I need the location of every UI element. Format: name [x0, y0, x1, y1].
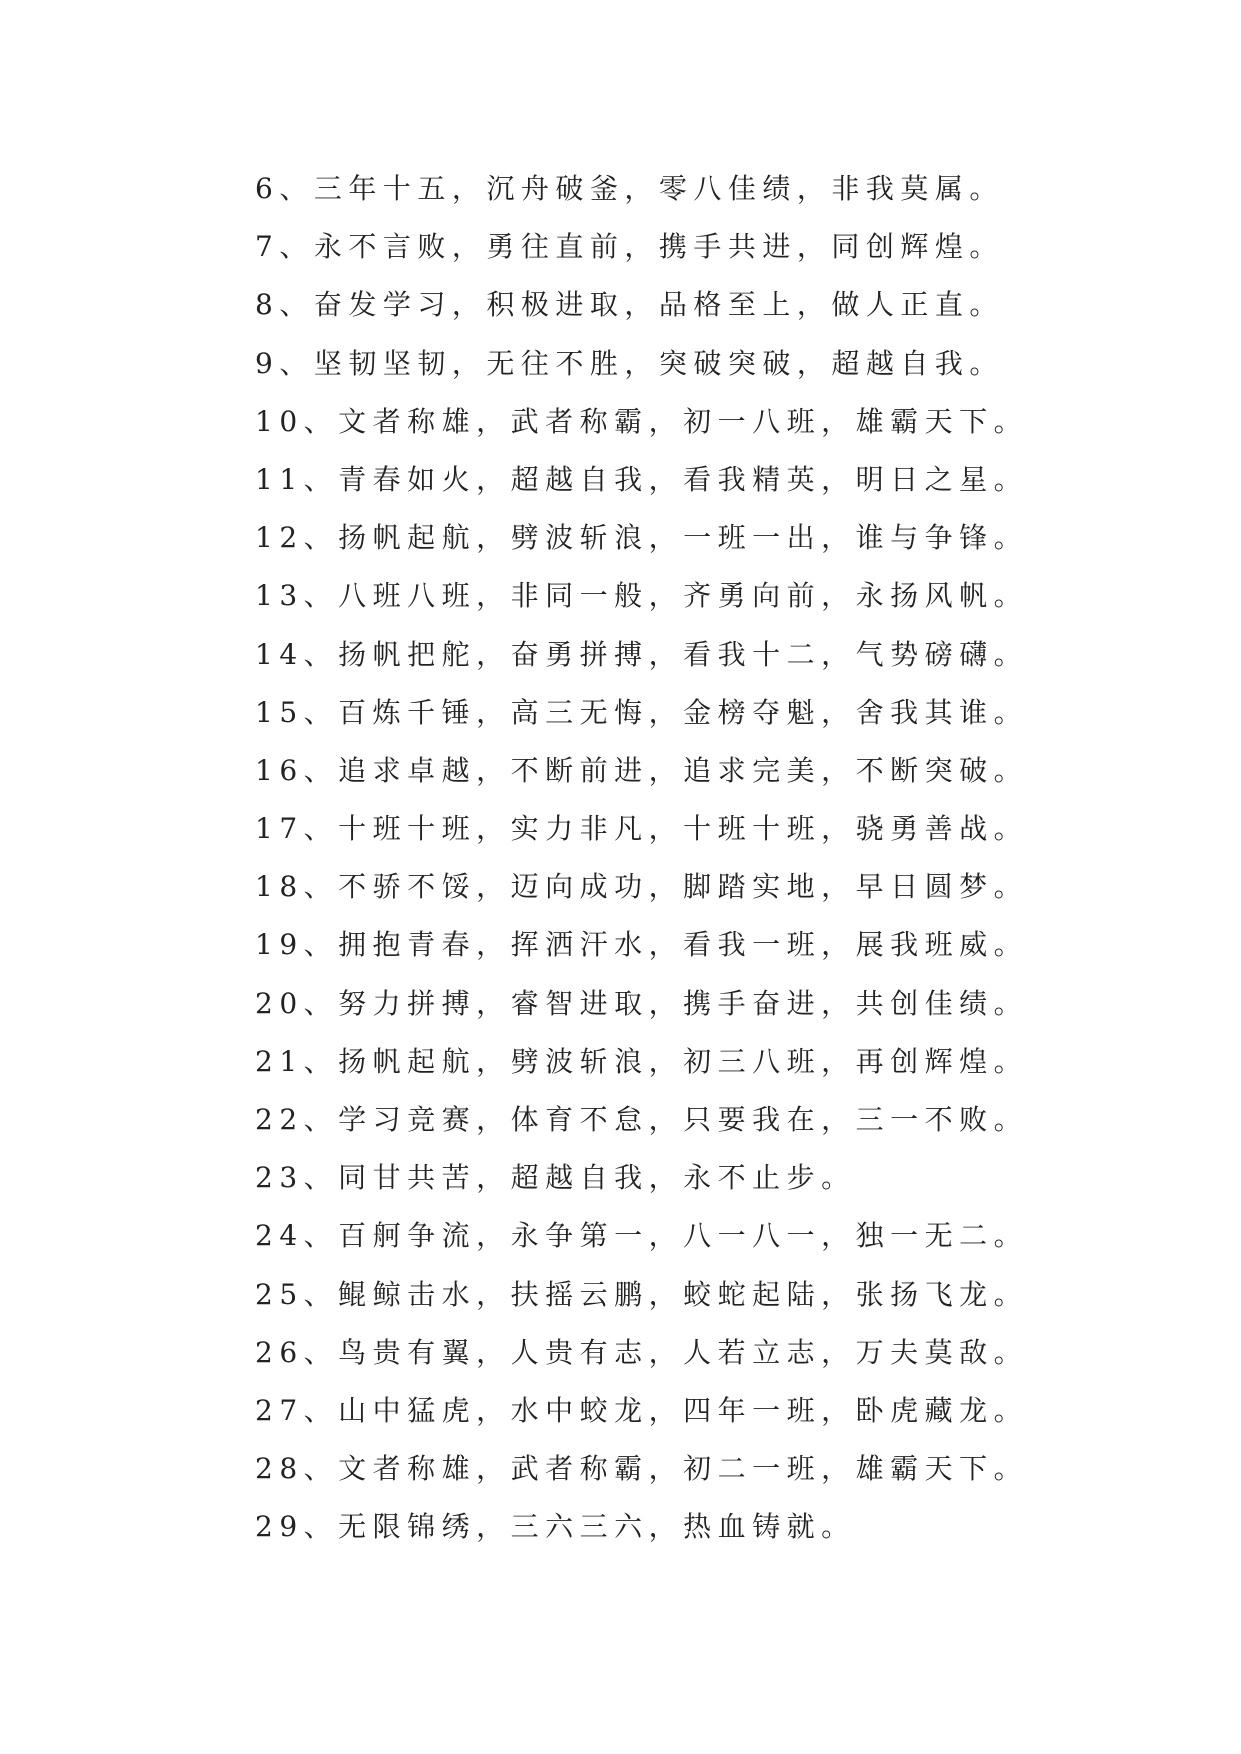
slogan-line: 21、扬帆起航，劈波斩浪，初三八班，再创辉煌。 [255, 1044, 1029, 1078]
slogan-line: 26、鸟贵有翼，人贵有志，人若立志，万夫莫敌。 [255, 1335, 1029, 1369]
slogan-line: 25、鲲鲸击水，扶摇云鹏，蛟蛇起陆，张扬飞龙。 [255, 1277, 1029, 1311]
slogan-line: 6、三年十五，沉舟破釜，零八佳绩，非我莫属。 [255, 172, 1004, 205]
slogan-line: 29、无限锦绣，三六三六，热血铸就。 [255, 1510, 856, 1544]
slogan-line: 11、青春如火，超越自我，看我精英，明日之星。 [255, 462, 1029, 496]
slogan-line: 15、百炼千锤，高三无悔，金榜夺魁，舍我其谁。 [255, 695, 1029, 729]
slogan-line: 12、扬帆起航，劈波斩浪，一班一出，谁与争锋。 [255, 521, 1029, 555]
slogan-line: 16、追求卓越，不断前进，追求完美，不断突破。 [255, 753, 1029, 787]
slogan-list [255, 160, 1055, 1557]
slogan-line: 28、文者称雄，武者称霸，初二一班，雄霸天下。 [255, 1452, 1029, 1486]
slogan-line: 14、扬帆把舵，奋勇拼搏，看我十二，气势磅礴。 [255, 637, 1029, 671]
slogan-line: 19、拥抱青春，挥洒汗水，看我一班，展我班威。 [255, 928, 1029, 962]
slogan-line: 27、山中猛虎，水中蛟龙，四年一班，卧虎藏龙。 [255, 1393, 1029, 1427]
slogan-line: 8、奋发学习，积极进取，品格至上，做人正直。 [255, 288, 1004, 322]
slogan-line: 17、十班十班，实力非凡，十班十班，骁勇善战。 [255, 812, 1029, 846]
slogan-line: 22、学习竞赛，体育不怠，只要我在，三一不败。 [255, 1103, 1029, 1136]
slogan-line: 10、文者称雄，武者称霸，初一八班，雄霸天下。 [255, 404, 1029, 438]
slogan-line: 7、永不言败，勇往直前，携手共进，同创辉煌。 [255, 230, 1004, 264]
slogan-line: 24、百舸争流，永争第一，八一八一，独一无二。 [255, 1219, 1029, 1253]
slogan-line: 23、同甘共苦，超越自我，永不止步。 [255, 1161, 856, 1195]
slogan-line: 20、努力拼搏，睿智进取，携手奋进，共创佳绩。 [255, 986, 1029, 1020]
slogan-line: 9、坚韧坚韧，无往不胜，突破突破，超越自我。 [255, 346, 1004, 380]
slogan-line: 13、八班八班，非同一般，齐勇向前，永扬风帆。 [255, 579, 1029, 613]
slogan-line: 18、不骄不馁，迈向成功，脚踏实地，早日圆梦。 [255, 870, 1029, 904]
